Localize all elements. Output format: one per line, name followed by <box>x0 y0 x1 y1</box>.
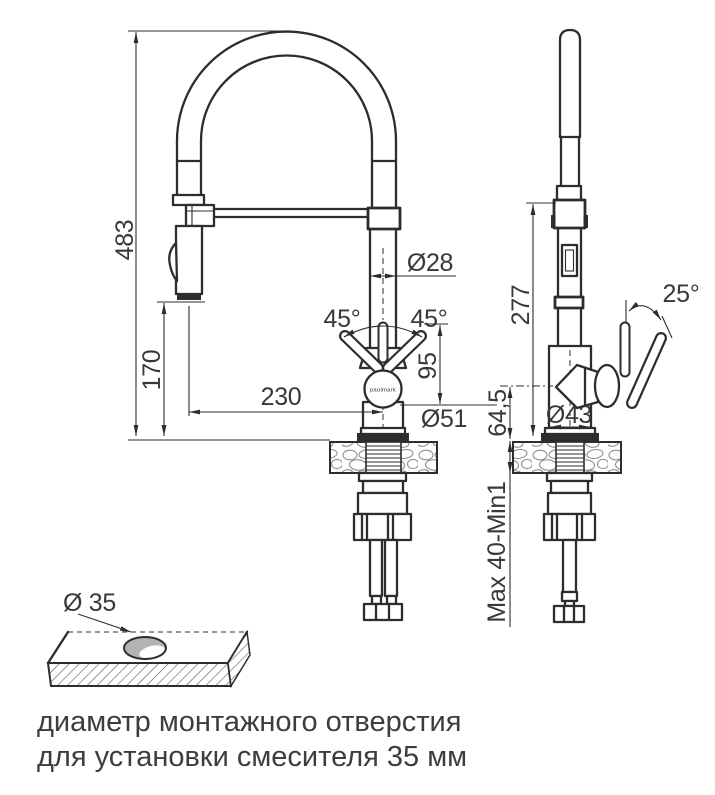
caption-line-1: диаметр монтажного отверстия <box>37 706 462 738</box>
mounting-hardware-side <box>544 473 595 622</box>
dim-handle-tilt: 25° <box>662 280 700 308</box>
dim-left-handle-angle: 45° <box>323 305 361 333</box>
dim-spout-clearance: 170 <box>138 349 166 391</box>
dim-handle-zone-height: 95 <box>414 352 442 380</box>
side-view-drawing <box>513 30 661 622</box>
slab-front-edge <box>48 663 231 686</box>
spout-arch <box>177 32 396 208</box>
dim-hole-diameter: Ø 35 <box>63 589 116 617</box>
dim-right-handle-angle: 45° <box>410 305 448 333</box>
dim-total-height: 483 <box>111 219 139 261</box>
handles-front <box>345 327 421 368</box>
handle-boss-side <box>595 365 619 407</box>
countertop-side <box>513 442 621 473</box>
dim-pipe-diameter: Ø28 <box>406 249 454 277</box>
countertop-front <box>330 442 437 473</box>
hose-hex-fitting <box>364 604 402 620</box>
caption <box>37 706 467 773</box>
supply-hose <box>385 540 397 596</box>
supply-hose <box>563 540 576 592</box>
spray-head <box>169 195 368 300</box>
dim-body-diameter: Ø43 <box>545 401 593 429</box>
spray-trigger <box>169 243 177 281</box>
side-view-dimensions <box>483 203 699 627</box>
mounting-hole-view <box>48 589 250 686</box>
dim-outlet-center-height: 64,5 <box>484 389 512 437</box>
faucet-body-front <box>357 371 409 443</box>
side-column <box>551 30 588 346</box>
caption-line-2: для установки смесителя 35 мм <box>37 741 468 773</box>
dim-deck-thickness: Max 40-Min1 <box>483 481 511 623</box>
hose-hex-fitting <box>554 606 584 622</box>
dim-base-diameter: Ø51 <box>420 405 468 433</box>
front-view-drawing <box>169 32 437 620</box>
dim-spout-reach: 230 <box>260 383 302 411</box>
supply-hose <box>370 540 382 596</box>
mounting-hardware-front <box>354 473 411 620</box>
dim-outlet-height: 277 <box>507 284 535 326</box>
brand-logo-text: paulmark <box>369 387 397 394</box>
front-view-dimensions <box>111 31 497 440</box>
